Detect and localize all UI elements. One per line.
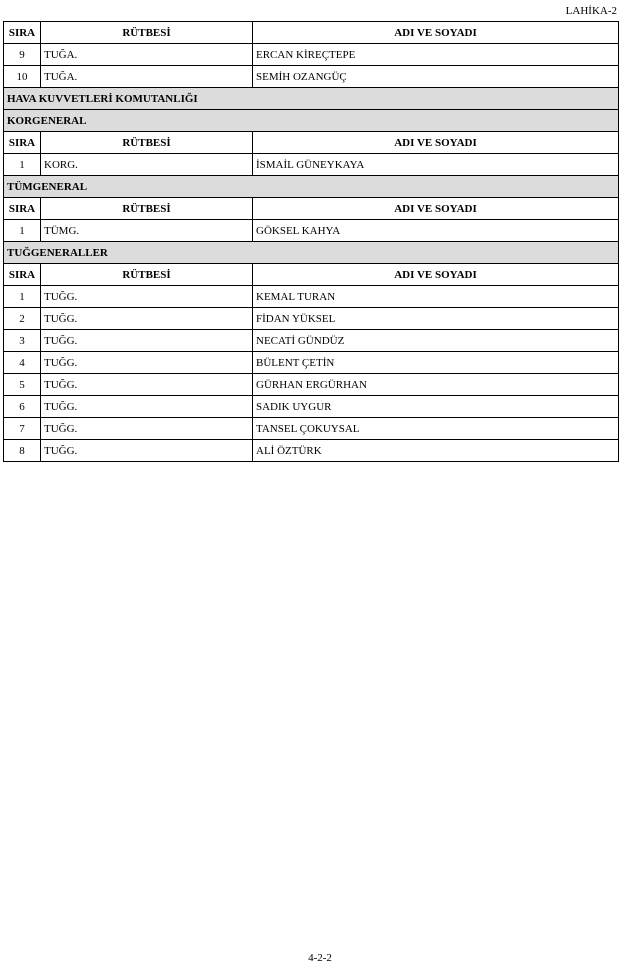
- row-rutbe: TUĞA.: [41, 44, 253, 66]
- row-adi: GÜRHAN ERGÜRHAN: [253, 374, 619, 396]
- header-adi-soyadi: ADI VE SOYADI: [253, 132, 619, 154]
- row-adi: ALİ ÖZTÜRK: [253, 440, 619, 462]
- row-rutbe: TUĞG.: [41, 286, 253, 308]
- section-korgeneral: KORGENERAL: [4, 110, 619, 132]
- section-tumgeneral: TÜMGENERAL: [4, 176, 619, 198]
- row-rutbe: TUĞG.: [41, 330, 253, 352]
- table-header-row: [4, 198, 619, 220]
- row-rutbe: TUĞA.: [41, 66, 253, 88]
- table-row: [4, 418, 619, 440]
- row-sira: 7: [4, 418, 41, 440]
- row-adi: ERCAN KİREÇTEPE: [253, 44, 619, 66]
- table-row: [4, 330, 619, 352]
- row-adi: GÖKSEL KAHYA: [253, 220, 619, 242]
- row-rutbe: TÜMG.: [41, 220, 253, 242]
- section-heading-row: [4, 176, 619, 198]
- table-row: [4, 352, 619, 374]
- row-adi: KEMAL TURAN: [253, 286, 619, 308]
- row-rutbe: TUĞG.: [41, 308, 253, 330]
- table-header-row: [4, 264, 619, 286]
- row-rutbe: TUĞG.: [41, 352, 253, 374]
- page-number: 4-2-2: [308, 952, 332, 964]
- table-row: [4, 396, 619, 418]
- header-rutbesi: RÜTBESİ: [41, 198, 253, 220]
- row-rutbe: TUĞG.: [41, 396, 253, 418]
- row-sira: 5: [4, 374, 41, 396]
- header-adi-soyadi: ADI VE SOYADI: [253, 264, 619, 286]
- table-row: [4, 220, 619, 242]
- row-sira: 4: [4, 352, 41, 374]
- header-sira: SIRA: [4, 22, 41, 44]
- row-rutbe: KORG.: [41, 154, 253, 176]
- header-sira: SIRA: [4, 198, 41, 220]
- header-rutbesi: RÜTBESİ: [41, 132, 253, 154]
- row-adi: İSMAİL GÜNEYKAYA: [253, 154, 619, 176]
- command-heading-row: [4, 88, 619, 110]
- header-adi-soyadi: ADI VE SOYADI: [253, 22, 619, 44]
- row-adi: BÜLENT ÇETİN: [253, 352, 619, 374]
- row-rutbe: TUĞG.: [41, 374, 253, 396]
- section-tuggeneraller: TUĞGENERALLER: [4, 242, 619, 264]
- row-adi: SADIK UYGUR: [253, 396, 619, 418]
- table-row: [4, 440, 619, 462]
- row-sira: 1: [4, 154, 41, 176]
- row-sira: 9: [4, 44, 41, 66]
- table-row: [4, 154, 619, 176]
- table-row: [4, 308, 619, 330]
- table-row: [4, 66, 619, 88]
- row-rutbe: TUĞG.: [41, 418, 253, 440]
- table-row: [4, 374, 619, 396]
- row-adi: TANSEL ÇOKUYSAL: [253, 418, 619, 440]
- header-sira: SIRA: [4, 264, 41, 286]
- section-heading-row: [4, 242, 619, 264]
- header-rutbesi: RÜTBESİ: [41, 264, 253, 286]
- header-sira: SIRA: [4, 132, 41, 154]
- header-adi-soyadi: ADI VE SOYADI: [253, 198, 619, 220]
- row-rutbe: TUĞG.: [41, 440, 253, 462]
- row-adi: NECATİ GÜNDÜZ: [253, 330, 619, 352]
- row-sira: 6: [4, 396, 41, 418]
- row-adi: FİDAN YÜKSEL: [253, 308, 619, 330]
- command-heading: HAVA KUVVETLERİ KOMUTANLIĞI: [4, 88, 619, 110]
- row-sira: 1: [4, 220, 41, 242]
- personnel-table: [3, 21, 619, 462]
- page-label: LAHİKA-2: [565, 5, 617, 17]
- row-sira: 8: [4, 440, 41, 462]
- table-header-row: [4, 22, 619, 44]
- table-row: [4, 44, 619, 66]
- row-sira: 2: [4, 308, 41, 330]
- section-heading-row: [4, 110, 619, 132]
- row-sira: 3: [4, 330, 41, 352]
- row-sira: 1: [4, 286, 41, 308]
- header-rutbesi: RÜTBESİ: [41, 22, 253, 44]
- table-row: [4, 286, 619, 308]
- row-adi: SEMİH OZANGÜÇ: [253, 66, 619, 88]
- row-sira: 10: [4, 66, 41, 88]
- table-header-row: [4, 132, 619, 154]
